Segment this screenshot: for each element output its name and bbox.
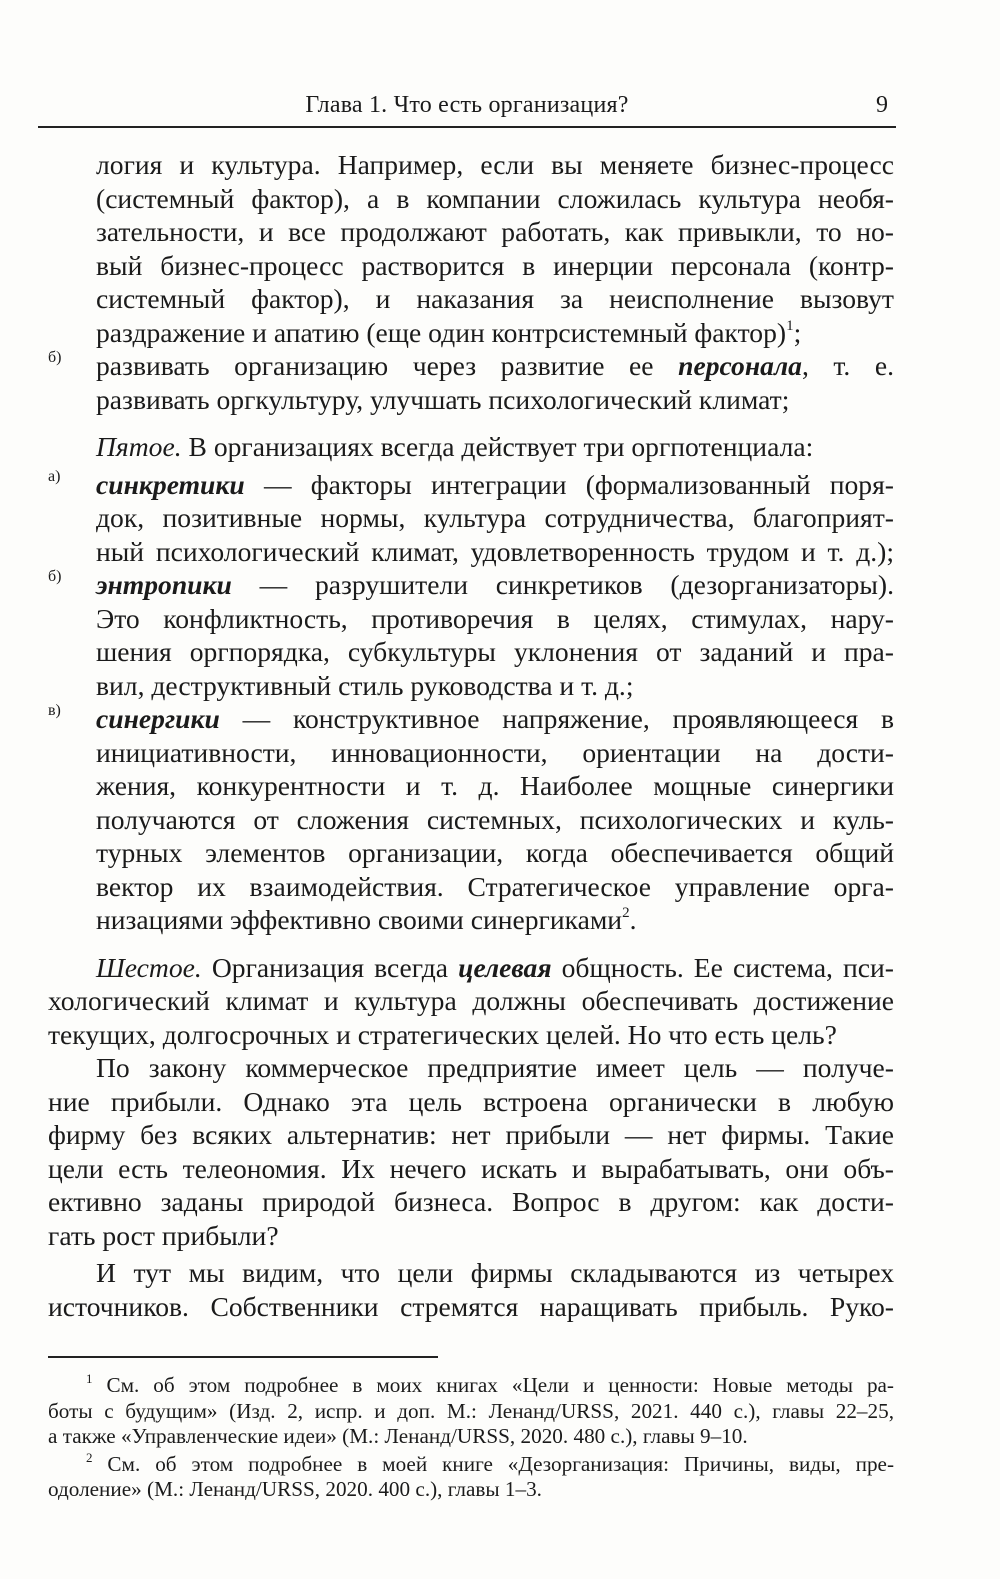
footnote-number: 2 bbox=[86, 1449, 93, 1465]
paragraph-lead: Шестое. bbox=[96, 951, 202, 983]
text-line: хологический климат и культура должны обеспечивать достижение bbox=[48, 985, 894, 1016]
list-marker: б) bbox=[48, 349, 62, 366]
text-line: ный психологический климат, удовлетворенность трудом и т. д.); bbox=[96, 535, 894, 567]
list-item bbox=[48, 568, 894, 702]
text-line: ективно заданы природой бизнеса. Вопрос в другом: как дости- bbox=[48, 1186, 894, 1217]
text-line: энтропики — разрушители синкретиков (дезорганизаторы). bbox=[96, 569, 894, 600]
emphasis-term: целевая bbox=[458, 951, 552, 983]
footnote bbox=[48, 1449, 894, 1503]
list-item bbox=[48, 702, 894, 937]
footnote-ref[interactable]: 1 bbox=[786, 317, 794, 334]
list-marker: а) bbox=[48, 467, 61, 485]
text-line: вый бизнес-процесс растворится в инерции персонала (контр- bbox=[96, 249, 894, 281]
text-line: турных элементов организации, когда обеспечивается общий bbox=[96, 837, 894, 868]
footnotes bbox=[48, 1373, 894, 1503]
emphasis-term: синергики bbox=[96, 703, 220, 734]
text-line: раздражение и апатию (еще один контрсистемный фактор)$^1$; bbox=[96, 316, 802, 348]
running-header bbox=[38, 88, 896, 128]
text-line: ние прибыли. Однако эта цель встроена органически в любую bbox=[48, 1085, 894, 1117]
page-number: 9 bbox=[876, 92, 888, 118]
text-line: фирму без всяких альтернатив: нет прибыли — нет фирмы. Такие bbox=[48, 1119, 894, 1150]
text-line: синкретики — факторы интеграции (формализованный поря- bbox=[96, 468, 894, 500]
text-line: Это конфликтность, противоречия в целях, стимулах, нару- bbox=[96, 602, 894, 634]
text-line: источников. Собственники стремятся наращивать прибыль. Руко- bbox=[48, 1290, 894, 1322]
paragraph-fifth bbox=[48, 430, 894, 464]
text-line: По закону коммерческое предприятие имеет цель — получе- bbox=[96, 1052, 894, 1083]
text-line: (системный фактор), а в компании сложилась культура необя- bbox=[96, 182, 894, 214]
list-item bbox=[48, 349, 894, 416]
text-line: вектор их взаимодействия. Стратегическое управление орга- bbox=[96, 870, 894, 902]
footnote-line: боты с будущим» (Изд. 2, испр. и доп. М.: Ленанд/URSS, 2021. 440 с.), главы 22–25, bbox=[48, 1398, 894, 1423]
text-line: цели есть телеономия. Их нечего искать и вырабатывать, они объ- bbox=[48, 1152, 894, 1184]
text-line: И тут мы видим, что цели фирмы складываются из четырех bbox=[96, 1257, 894, 1288]
footnote-line: одоление» (М.: Ленанд/URSS, 2020. 400 с.), главы 1–3. bbox=[48, 1477, 542, 1501]
text-line: зательности, и все продолжают работать, как привыкли, то но- bbox=[96, 216, 894, 247]
paragraph bbox=[48, 1051, 894, 1252]
text-line: синергики — конструктивное напряжение, проявляющееся в bbox=[96, 703, 894, 734]
text-line: развивать организацию через развитие ее персонала, т. е. bbox=[96, 350, 894, 381]
footnote-separator bbox=[48, 1356, 438, 1358]
emphasis-term: синкретики bbox=[96, 468, 245, 500]
text-line: Пятое. В организациях всегда действует три оргпотенциала: bbox=[96, 431, 814, 462]
text-line: док, позитивные нормы, культура сотрудничества, благоприят- bbox=[96, 502, 894, 533]
chapter-title: Глава 1. Что есть организация? bbox=[305, 92, 629, 118]
footnote-line: $^1$ См. об этом подробнее в моих книгах «Цели и ценности: Новые методы ра- bbox=[86, 1371, 894, 1397]
footnote bbox=[48, 1373, 894, 1450]
text-line: инициативности, инновационности, ориентации на дости- bbox=[96, 736, 894, 768]
emphasis-term: энтропики bbox=[96, 569, 232, 600]
footnote-line: $^2$ См. об этом подробнее в моей книге «Дезорганизация: Причины, виды, пре- bbox=[86, 1449, 894, 1476]
paragraph-lead: Пятое. bbox=[96, 431, 182, 462]
emphasis-term: персонала bbox=[678, 350, 802, 381]
text-line: системный фактор), и наказания за неисполнение вызовут bbox=[96, 283, 894, 314]
footnote-line: а также «Управленческие идеи» (М.: Ленанд/URSS, 2020. 480 с.), главы 9–10. bbox=[48, 1424, 748, 1448]
footnote-ref[interactable]: 2 bbox=[622, 905, 630, 921]
text-line: шения оргпорядка, субкультуры уклонения от заданий и пра- bbox=[96, 636, 894, 667]
list-item-continuation bbox=[48, 148, 894, 349]
text-line: низациями эффективно своими синергиками$^2$. bbox=[96, 904, 637, 935]
list-marker: в) bbox=[48, 702, 61, 719]
paragraph-sixth bbox=[48, 951, 894, 1052]
list-marker: б) bbox=[48, 568, 62, 585]
text-line: получаются от сложения системных, психологических и куль- bbox=[96, 803, 894, 835]
text-line: жения, конкурентности и т. д. Наиболее мощные синергики bbox=[96, 770, 894, 801]
text-line: текущих, долгосрочных и стратегических целей. Но что есть цель? bbox=[48, 1018, 837, 1050]
text-line: развивать оргкультуру, улучшать психологический климат; bbox=[96, 383, 790, 415]
list-item bbox=[48, 468, 894, 569]
text-line: вил, деструктивный стиль руководства и т. д.; bbox=[96, 669, 634, 701]
text-line: логия и культура. Например, если вы меняете бизнес-процесс bbox=[96, 149, 894, 180]
text-line: гать рост прибыли? bbox=[48, 1219, 279, 1251]
main-text bbox=[48, 148, 894, 1323]
text-line: Шестое. Организация всегда целевая общность. Ее система, пси- bbox=[96, 951, 894, 983]
footnote-number: 1 bbox=[86, 1371, 93, 1386]
paragraph bbox=[48, 1256, 894, 1323]
